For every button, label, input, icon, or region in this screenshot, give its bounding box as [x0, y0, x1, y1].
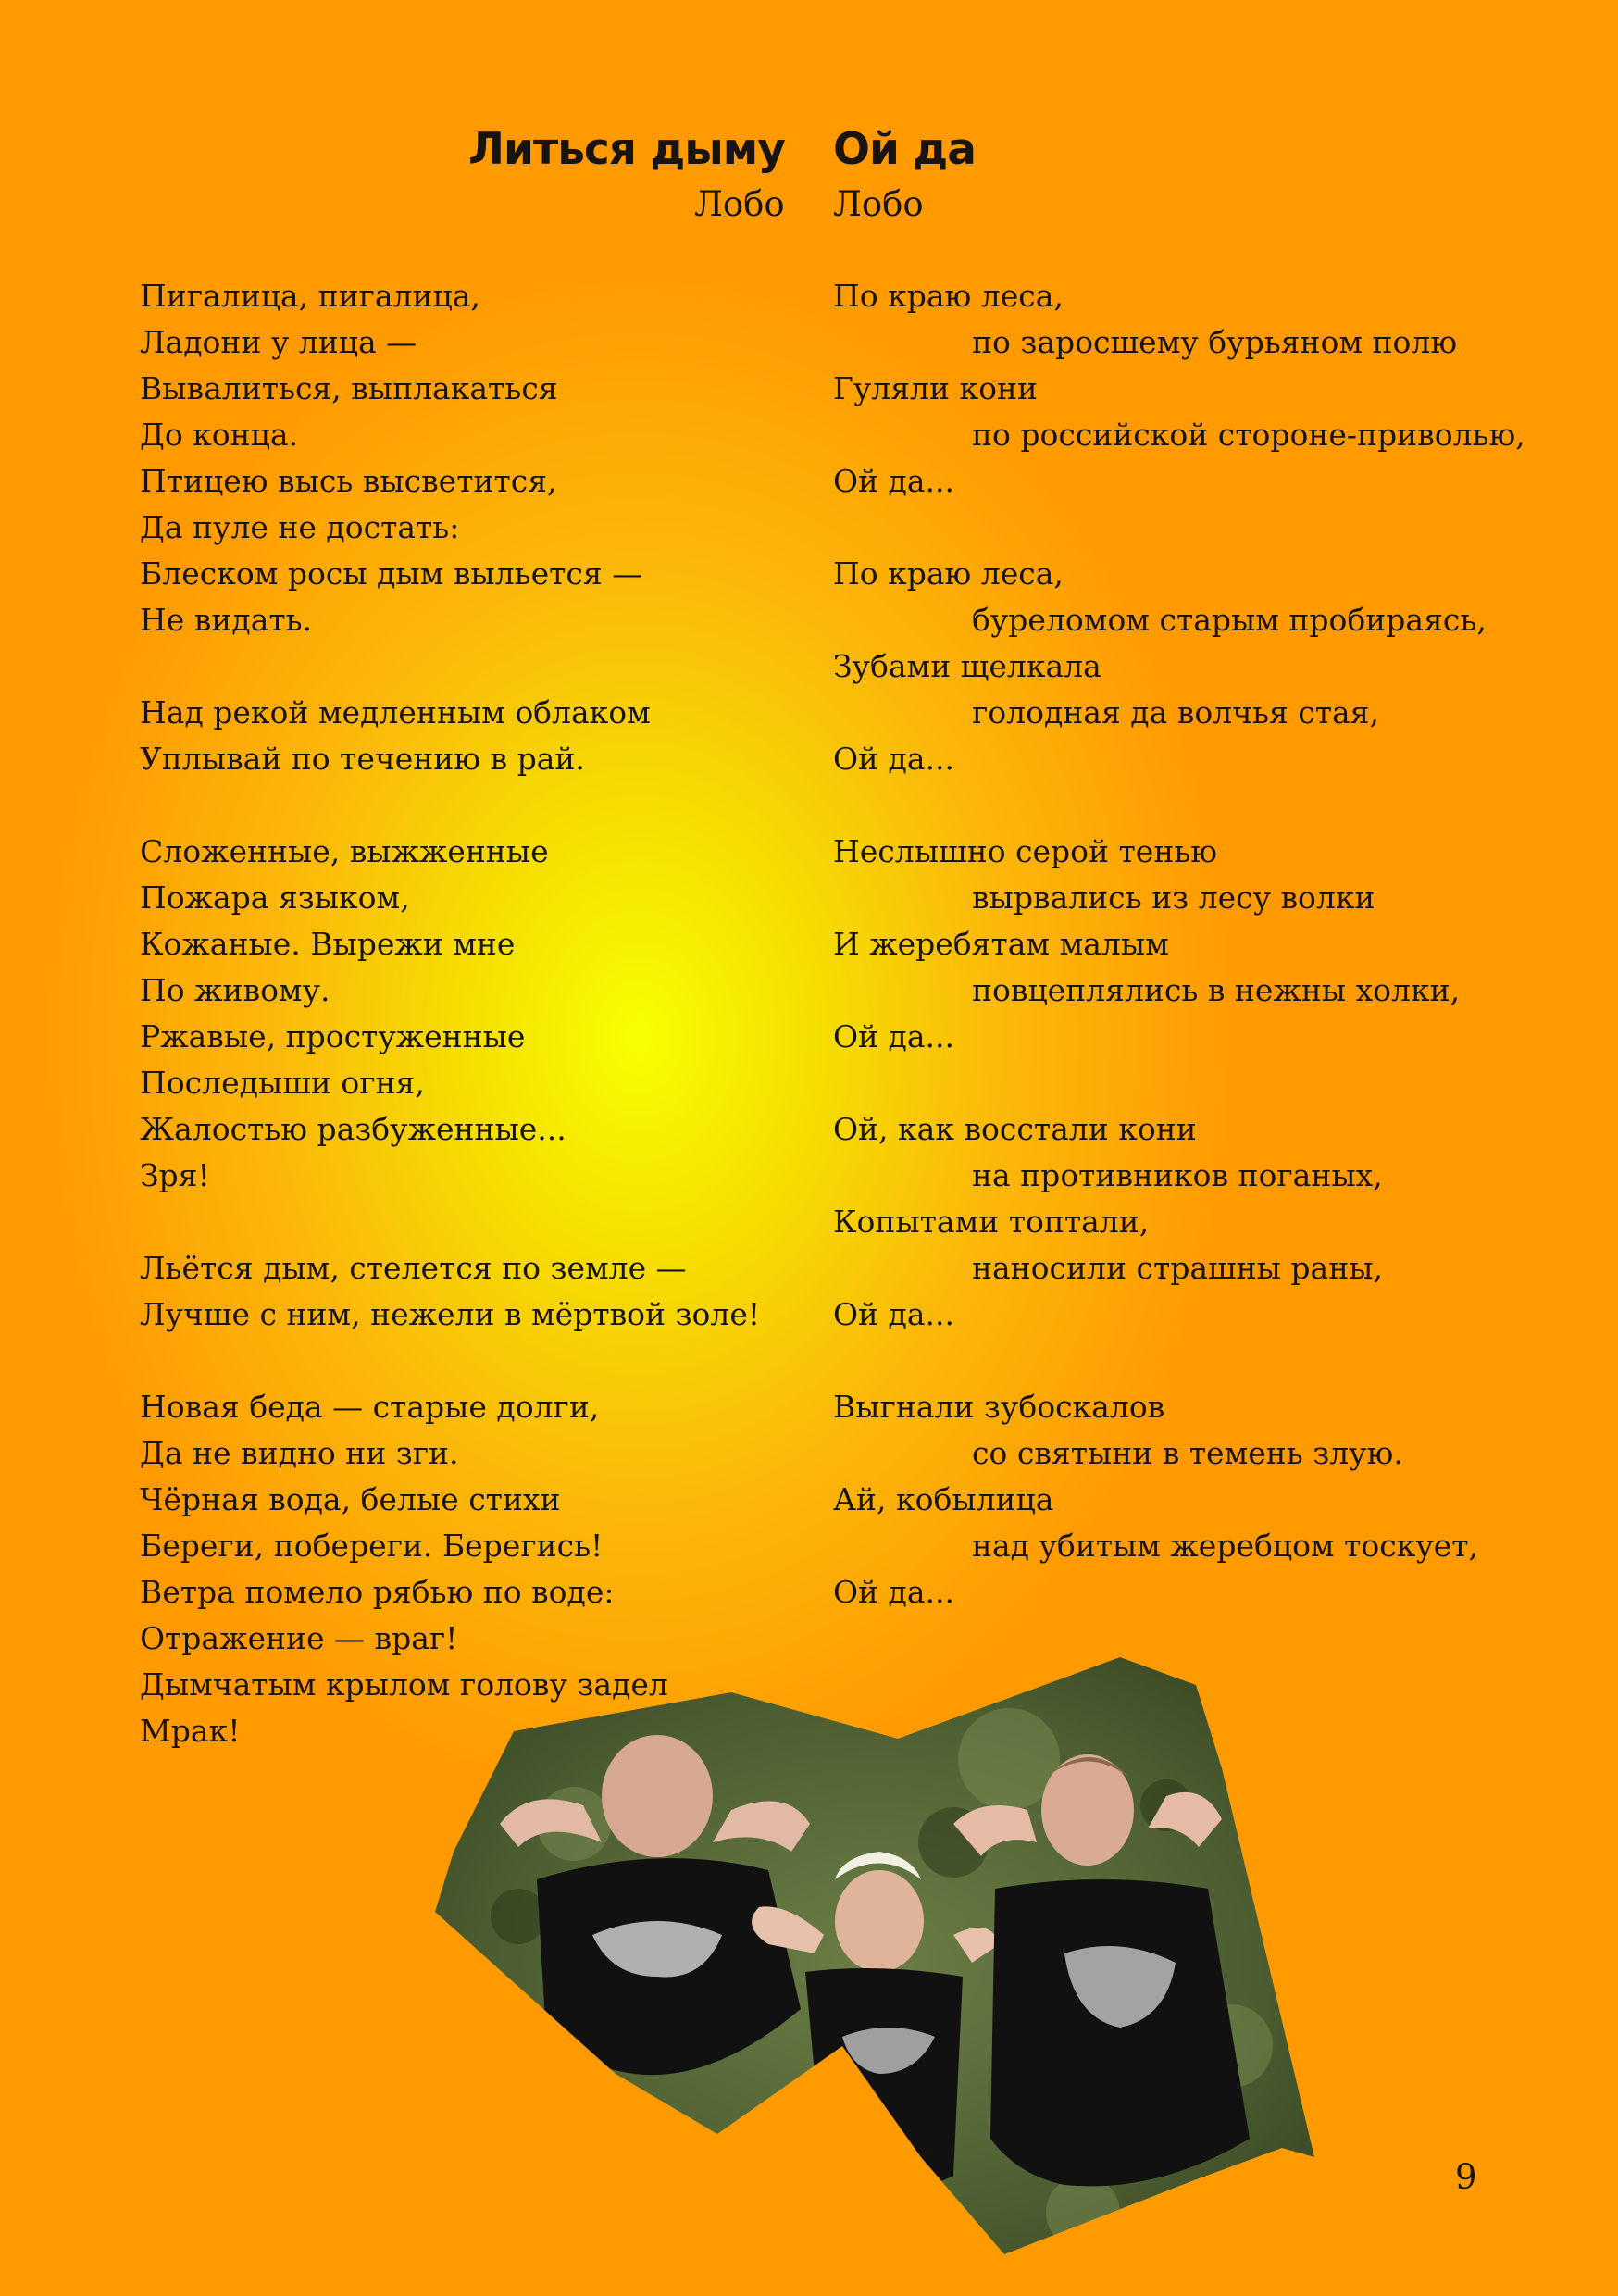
lyric-line: Ай, кобылица	[833, 1481, 1054, 1517]
lyric-line: над убитым жеребцом тоскует,	[972, 1528, 1479, 1564]
stanza-gap	[833, 1338, 1525, 1384]
lyric-line: со святыни в темень злую.	[972, 1435, 1403, 1471]
lyric-line: Пигалица, пигалица,	[140, 278, 480, 314]
lyric-line: буреломом старым пробираясь,	[972, 602, 1487, 638]
lyric-line: Да не видно ни зги.	[140, 1435, 459, 1471]
stanza-gap	[833, 505, 1525, 551]
lyric-line: По живому.	[140, 972, 330, 1008]
band-photo	[435, 1657, 1314, 2268]
lyrics-right	[833, 273, 1525, 1616]
lyric-line: Кожаные. Вырежи мне	[140, 926, 516, 962]
lyric-line: повцеплялись в нежны холки,	[972, 972, 1461, 1008]
lyrics-left	[140, 273, 760, 1754]
stanza-gap	[833, 1060, 1525, 1106]
lyric-line: Ветра помело рябью по воде:	[140, 1574, 615, 1610]
lyric-line: Ой да...	[833, 1574, 955, 1610]
lyric-line: Уплывай по течению в рай.	[140, 741, 585, 777]
lyric-line: голодная да волчья стая,	[972, 694, 1379, 730]
stanza-gap	[140, 1338, 760, 1384]
song-title-left: Литься дыму	[468, 124, 785, 175]
page-number: 9	[1455, 2157, 1477, 2197]
lyric-line: И жеребятам малым	[833, 926, 1169, 962]
lyric-line: Блеском росы дым выльется —	[140, 555, 643, 592]
lyric-line: Льётся дым, стелется по земле —	[140, 1250, 687, 1286]
lyric-line: Отражение — враг!	[140, 1620, 458, 1656]
song-title-right: Ой да	[833, 124, 976, 175]
person-right	[953, 1754, 1250, 2186]
lyric-line: Лучше с ним, нежели в мёртвой золе!	[140, 1296, 761, 1332]
lyric-line: Ладони у лица —	[140, 324, 417, 360]
lyric-line: Копытами топтали,	[833, 1204, 1150, 1240]
stanza-gap	[833, 782, 1525, 829]
lyric-line: Выгнали зубоскалов	[833, 1389, 1165, 1425]
lyric-line: Чёрная вода, белые стихи	[140, 1481, 561, 1517]
lyric-line: Не видать.	[140, 602, 313, 638]
song-author-right: Лобо	[833, 184, 924, 224]
lyric-line: Новая беда — старые долги,	[140, 1389, 600, 1425]
song-author-left: Лобо	[694, 184, 785, 224]
lyric-line: Дымчатым крылом голову задел	[140, 1666, 668, 1703]
lyric-line: вырвались из лесу волки	[972, 880, 1375, 916]
lyric-line: Мрак!	[140, 1713, 241, 1749]
lyric-line: Ой да...	[833, 741, 955, 777]
lyric-line: наносили страшны раны,	[972, 1250, 1383, 1286]
lyric-line: Последыши огня,	[140, 1065, 425, 1101]
lyric-line: Птицею высь высветится,	[140, 463, 557, 499]
lyric-line: на противников поганых,	[972, 1157, 1383, 1193]
lyric-line: Гуляли кони	[833, 370, 1038, 406]
lyric-line: По краю леса,	[833, 278, 1064, 314]
lyric-line: Зубами щелкала	[833, 648, 1101, 684]
lyric-line: Да пуле не достать:	[140, 509, 460, 545]
lyric-line: по российской стороне-приволью,	[972, 417, 1525, 453]
lyric-line: До конца.	[140, 417, 299, 453]
lyric-line: Над рекой медленным облаком	[140, 694, 651, 730]
lyric-line: Береги, побереги. Берегись!	[140, 1528, 604, 1564]
stanza-gap	[140, 1199, 760, 1245]
lyric-line: по заросшему бурьяном полю	[972, 324, 1458, 360]
lyric-line: Ой, как восстали кони	[833, 1111, 1197, 1147]
lyric-line: Жалостью разбуженные...	[140, 1111, 566, 1147]
lyric-line: Неслышно серой тенью	[833, 833, 1218, 869]
stanza-gap	[140, 782, 760, 829]
lyric-line: Ржавые, простуженные	[140, 1018, 526, 1054]
stanza-gap	[140, 643, 760, 690]
lyric-line: Сложенные, выжженные	[140, 833, 549, 869]
lyric-line: Пожара языком,	[140, 880, 410, 916]
lyric-line: По краю леса,	[833, 555, 1064, 592]
lyric-line: Ой да...	[833, 463, 955, 499]
lyric-line: Зря!	[140, 1157, 210, 1193]
lyric-line: Вывалиться, выплакаться	[140, 370, 558, 406]
lyric-line: Ой да...	[833, 1296, 955, 1332]
lyric-line: Ой да...	[833, 1018, 955, 1054]
